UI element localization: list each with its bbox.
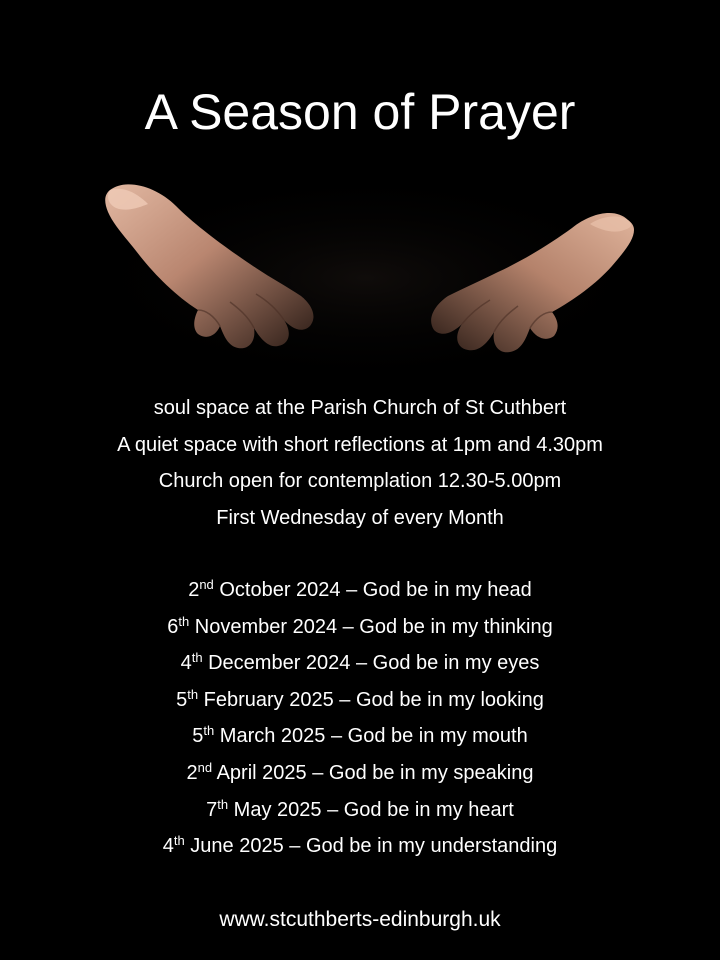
date-item: 2nd April 2025 – God be in my speaking [186, 759, 534, 784]
date-item: 5th February 2025 – God be in my looking [176, 686, 544, 711]
open-hands-icon [96, 168, 636, 368]
info-line-opening-hours: Church open for contemplation 12.30-5.00pm [158, 470, 562, 492]
dates-list [0, 572, 720, 865]
date-item: 2nd October 2024 – God be in my head [188, 576, 532, 601]
info-block [0, 390, 720, 536]
date-item: 6th November 2024 – God be in my thinking [167, 613, 553, 638]
info-line-frequency: First Wednesday of every Month [216, 506, 504, 529]
poster-title: A Season of Prayer [144, 84, 576, 140]
info-line-venue: soul space at the Parish Church of St Cuthbert [153, 397, 567, 419]
date-item: 7th May 2025 – God be in my heart [206, 796, 514, 821]
info-line-reflections: A quiet space with short reflections at 1pm and 4.30pm [117, 433, 603, 456]
website-url: www.stcuthberts-edinburgh.uk [219, 908, 501, 931]
date-item: 5th March 2025 – God be in my mouth [192, 723, 528, 748]
date-item: 4th December 2024 – God be in my eyes [180, 650, 540, 675]
date-item: 4th June 2025 – God be in my understanding [162, 833, 558, 858]
